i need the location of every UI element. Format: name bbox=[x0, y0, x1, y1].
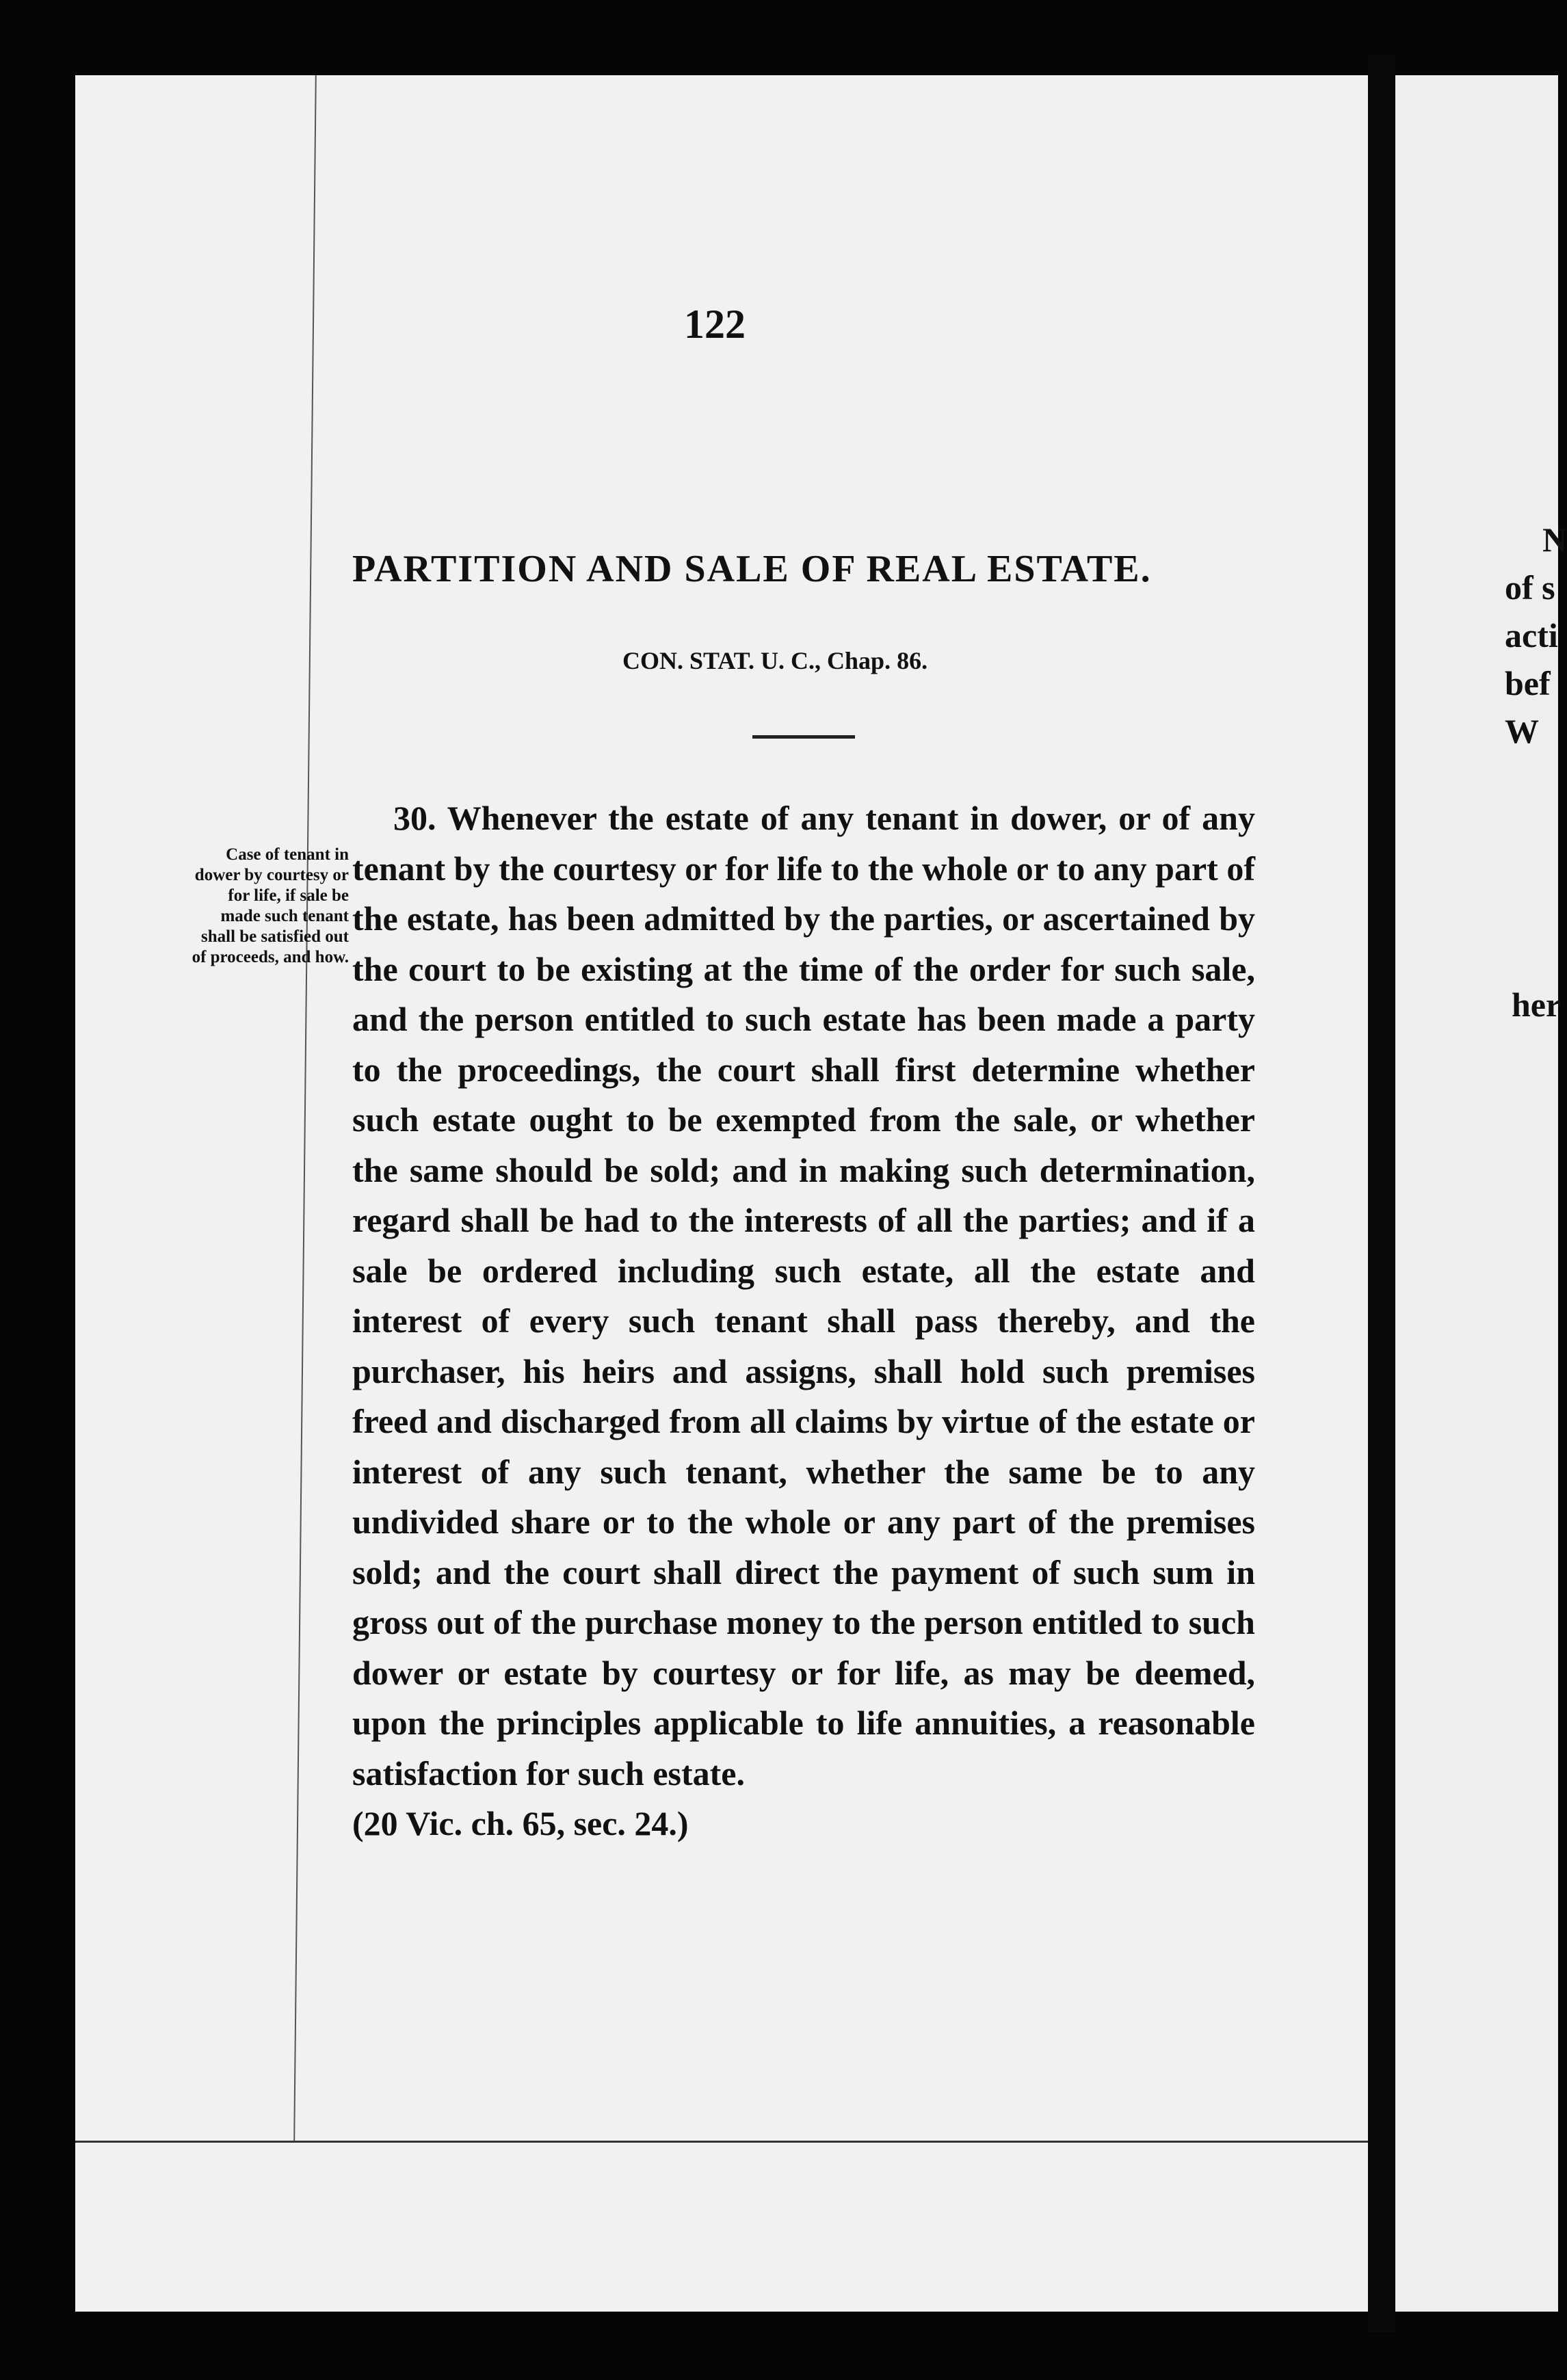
page-gutter bbox=[1368, 55, 1395, 2332]
right-page-fragment: her bbox=[1512, 986, 1562, 1024]
bottom-rule bbox=[75, 2141, 1368, 2143]
section-paragraph bbox=[352, 793, 1255, 1849]
right-page bbox=[1395, 75, 1558, 2312]
title-divider bbox=[752, 735, 855, 739]
page-title: PARTITION AND SALE OF REAL ESTATE. bbox=[352, 548, 1152, 590]
right-page-fragment: W bbox=[1505, 712, 1539, 750]
page-subtitle: CON. STAT. U. C., Chap. 86. bbox=[622, 647, 928, 674]
right-page-fragment: of s bbox=[1505, 568, 1555, 607]
margin-note: Case of tenant in dower by courtesy or for life, if sale be made such tenant shall be satisfied out of proceeds, and how. bbox=[192, 845, 349, 966]
paragraph-text: Whenever the estate of any tenant in dower, or of any tenant by the courtesy or for life to the whole or to any part of the estate, has been admitted by the parties, or ascertained by the court to be existing at the time of the order for such sale, and the person entitled to such estate has been made a party to the proceedings, the court shall first determine whether such estate ought to be exempted from the sale, or whether the same should be sold; and in making such determination, regard shall be had to the interests of all the parties; and if a sale be ordered including such estate, all the estate and interest of every such tenant shall pass thereby, and the purchaser, his heirs and assigns, shall hold such premises freed and discharged from all claims by virtue of the estate or interest of any such tenant, whether the same be to any undivided share or to the whole or any part of the premises sold; and the court shall direct the payment of such sum in gross out of the purchase money to the person entitled to such dower or estate by courtesy or for life, as may be deemed, upon the principles applicable to life annuities, a reasonable satisfaction for such estate. bbox=[352, 799, 1255, 1793]
right-page-fragment: acti bbox=[1505, 616, 1558, 654]
page-number: 122 bbox=[684, 302, 746, 347]
paragraph-number: 30. bbox=[393, 799, 436, 837]
right-page-fragment: N bbox=[1542, 520, 1567, 559]
right-page-fragment: bef bbox=[1505, 664, 1551, 702]
statute-citation: (20 Vic. ch. 65, sec. 24.) bbox=[352, 1804, 689, 1842]
